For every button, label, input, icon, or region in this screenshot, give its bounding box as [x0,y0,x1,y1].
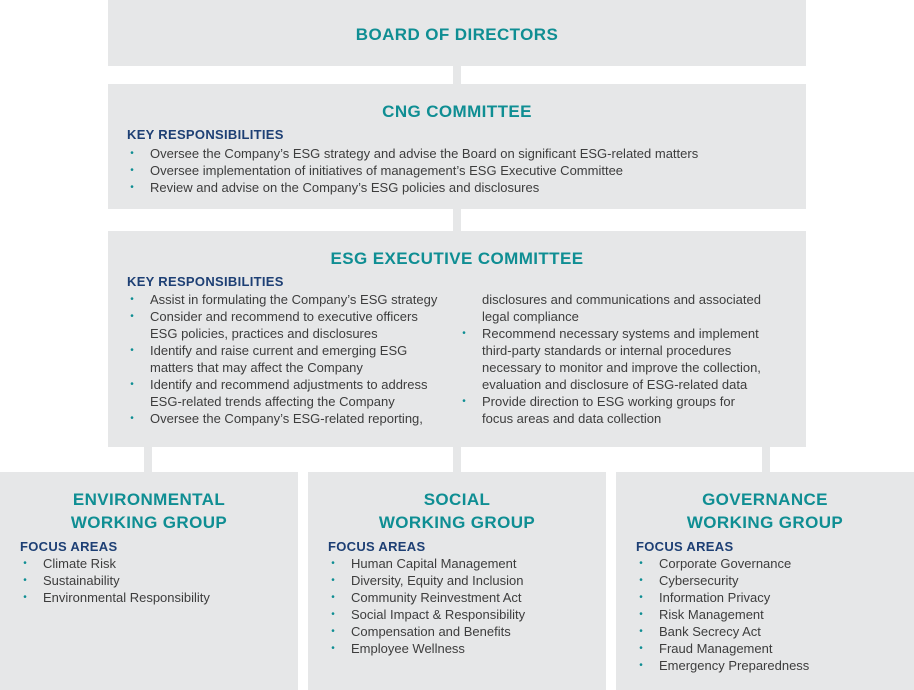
list-item-text: Diversity, Equity and Inclusion [351,573,524,588]
list-item-text: Corporate Governance [659,556,792,571]
list-item-text: Consider and recommend to executive officers [150,309,418,324]
governance-title-line1: GOVERNANCE [702,490,828,509]
list-item [328,572,598,589]
bullet-icon: • [639,609,643,620]
bullet-icon: • [130,413,134,424]
governance-title-line2: WORKING GROUP [686,513,844,532]
bullet-icon: • [331,558,335,569]
list-item [127,393,457,410]
list-item-text: Risk Management [659,607,764,622]
list-item [328,555,598,572]
environmental-working-group-box [0,472,298,690]
list-item [328,589,598,606]
governance-focus-list [636,555,906,674]
list-item-text: Provide direction to ESG working groups for [482,394,735,409]
environmental-title [0,488,298,534]
bullet-icon: • [23,558,27,569]
cng-subhead: KEY RESPONSIBILITIES [127,127,284,142]
bullet-icon: • [331,643,335,654]
list-item-text: Oversee implementation of initiatives of management’s ESG Executive Committee [150,163,624,178]
list-item-text: Compensation and Benefits [351,624,511,639]
bullet-icon: • [130,148,134,159]
list-item [127,308,457,325]
list-item [459,325,799,342]
list-item-text: Social Impact & Responsibility [351,607,526,622]
list-item-text: Information Privacy [659,590,771,605]
list-item [127,342,457,359]
governance-title [616,488,914,534]
list-item-text: Sustainability [43,573,120,588]
list-item-text: Cybersecurity [659,573,739,588]
list-item-text: disclosures and communications and associated [482,292,761,307]
bullet-icon: • [23,592,27,603]
list-item [636,589,906,606]
board-of-directors-box [108,0,806,66]
social-subhead: FOCUS AREAS [328,539,426,554]
bullet-icon: • [130,182,134,193]
list-item-text: third-party standards or internal procedures [482,343,732,358]
bullet-icon: • [639,660,643,671]
environmental-subhead: FOCUS AREAS [20,539,118,554]
list-item-text: Recommend necessary systems and implement [482,326,759,341]
list-item [459,376,799,393]
social-working-group-box [308,472,606,690]
list-item-text: legal compliance [482,309,579,324]
list-item-text: Human Capital Management [351,556,517,571]
esg-responsibilities-right [459,291,799,427]
list-item [127,179,797,196]
list-item-text: Emergency Preparedness [659,658,810,673]
list-item [636,657,906,674]
list-item [127,325,457,342]
list-item-text: Assist in formulating the Company’s ESG strategy [150,292,438,307]
esg-subhead: KEY RESPONSIBILITIES [127,274,284,289]
list-item [328,606,598,623]
list-item-text: ESG policies, practices and disclosures [150,326,378,341]
bullet-icon: • [462,328,466,339]
bullet-icon: • [331,575,335,586]
bullet-icon: • [130,311,134,322]
social-focus-list [328,555,598,657]
list-item [20,572,290,589]
list-item [459,291,799,308]
connector-esg-social [453,447,461,472]
list-item [459,308,799,325]
bullet-icon: • [23,575,27,586]
list-item [127,376,457,393]
list-item-text: Environmental Responsibility [43,590,210,605]
bullet-icon: • [331,626,335,637]
list-item [459,393,799,410]
list-item-text: Oversee the Company’s ESG-related reporting, [150,411,423,426]
governance-subhead: FOCUS AREAS [636,539,734,554]
board-title: BOARD OF DIRECTORS [355,25,559,44]
list-item [636,623,906,640]
list-item [127,359,457,376]
list-item-text: Fraud Management [659,641,773,656]
environmental-title-line1: ENVIRONMENTAL [72,490,226,509]
connector-cng-esg [453,209,461,231]
list-item-text: Bank Secrecy Act [659,624,761,639]
list-item-text: ESG-related trends affecting the Company [150,394,395,409]
list-item [636,640,906,657]
list-item-text: Review and advise on the Company’s ESG policies and disclosures [150,180,540,195]
environmental-title-line2: WORKING GROUP [70,513,228,532]
list-item [127,145,797,162]
list-item [328,640,598,657]
social-title-line1: SOCIAL [423,490,491,509]
bullet-icon: • [331,592,335,603]
esg-title: ESG EXECUTIVE COMMITTEE [330,249,584,268]
list-item [127,410,457,427]
bullet-icon: • [130,379,134,390]
list-item [459,342,799,359]
list-item [20,589,290,606]
bullet-icon: • [639,626,643,637]
list-item [636,555,906,572]
list-item-text: Community Reinvestment Act [351,590,522,605]
cng-title: CNG COMMITTEE [382,102,532,121]
list-item-text: Oversee the Company’s ESG strategy and advise the Board on significant ESG-related matters [150,146,699,161]
connector-esg-governance [762,447,770,472]
connector-esg-environmental [144,447,152,472]
list-item [20,555,290,572]
bullet-icon: • [130,345,134,356]
list-item-text: Employee Wellness [351,641,465,656]
list-item-text: Climate Risk [43,556,116,571]
bullet-icon: • [462,396,466,407]
list-item [636,572,906,589]
list-item-text: evaluation and disclosure of ESG-related data [482,377,748,392]
bullet-icon: • [639,558,643,569]
bullet-icon: • [130,165,134,176]
esg-executive-committee-box [108,231,806,447]
list-item [459,359,799,376]
list-item-text: matters that may affect the Company [150,360,363,375]
list-item [459,410,799,427]
bullet-icon: • [639,592,643,603]
bullet-icon: • [639,643,643,654]
list-item-text: Identify and recommend adjustments to address [150,377,428,392]
governance-working-group-box [616,472,914,690]
bullet-icon: • [639,575,643,586]
esg-responsibilities-left [127,291,457,427]
bullet-icon: • [130,294,134,305]
cng-responsibilities-list [127,145,797,196]
environmental-focus-list [20,555,290,606]
social-title [308,488,606,534]
list-item [328,623,598,640]
list-item [127,162,797,179]
list-item-text: necessary to monitor and improve the collection, [482,360,761,375]
social-title-line2: WORKING GROUP [378,513,536,532]
list-item-text: focus areas and data collection [482,411,662,426]
connector-board-cng [453,66,461,84]
bullet-icon: • [331,609,335,620]
cng-committee-box [108,84,806,209]
list-item-text: Identify and raise current and emerging ESG [150,343,408,358]
list-item [127,291,457,308]
list-item [636,606,906,623]
